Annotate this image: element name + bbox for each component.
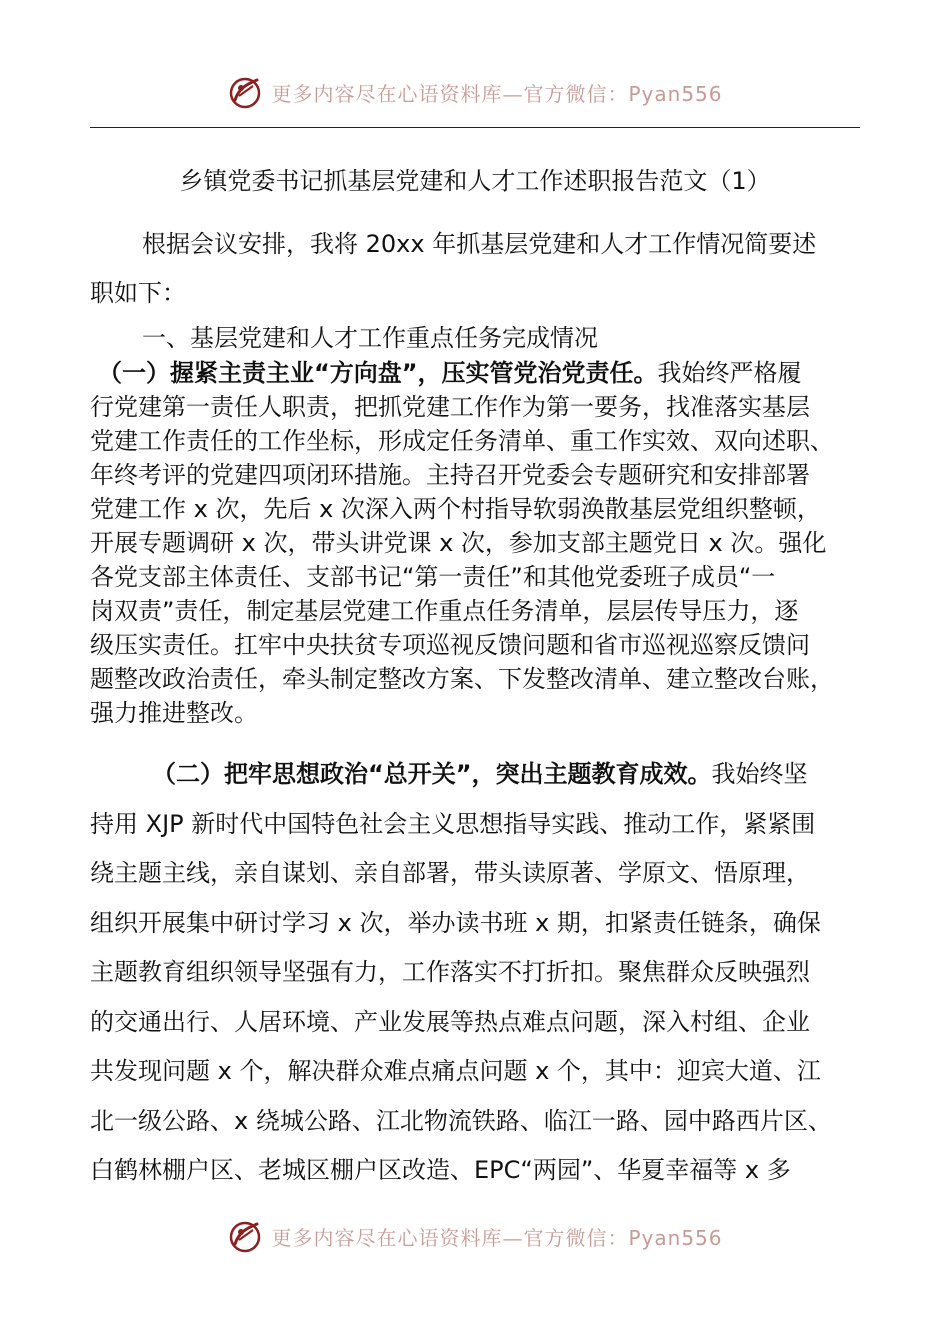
paragraph-1 [90, 356, 870, 730]
paragraph-2-lead [90, 750, 870, 800]
watermark-banner-bottom [0, 1216, 950, 1256]
paragraph-line: 北一级公路、x 绕城公路、江北物流铁路、临江一路、园中路西片区、 [90, 1106, 832, 1135]
paragraph-line: 题整改政治责任，牵头制定整改方案、下发整改清单、建立整改台账， [90, 665, 834, 693]
paragraph-1-bold-lead: （一）握紧主责主业“方向盘”，压实管党治党责任。 [98, 359, 658, 387]
intro-paragraph [90, 220, 860, 318]
paragraph-2 [90, 750, 870, 1196]
paragraph-line: 级压实责任。扛牢中央扶贫专项巡视反馈问题和省市巡视巡察反馈问 [90, 631, 810, 659]
paragraph-2-lead-rest: 我始终坚 [711, 760, 808, 788]
paragraph-line: 强力推进整改。 [90, 699, 258, 727]
paragraph-line: 共发现问题 x 个，解决群众难点痛点问题 x 个，其中：迎宾大道、江 [90, 1057, 821, 1085]
paragraph-line: 党建工作责任的工作坐标，形成定任务清单、重工作实效、双向述职、 [90, 427, 834, 455]
paragraph-line: 组织开展集中研讨学习 x 次，举办读书班 x 期，扣紧责任链条，确保 [90, 908, 821, 937]
paragraph-line: 持用 XJP 新时代中国特色社会主义思想指导实践、推动工作，紧紧围 [90, 809, 816, 838]
header-divider [90, 127, 860, 128]
intro-line-2: 职如下： [90, 279, 186, 307]
paragraph-line: 岗双责”责任，制定基层党建工作重点任务清单，层层传导压力，逐 [90, 597, 799, 625]
paragraph-line: 白鹤林棚户区、老城区棚户区改造、EPC“两园”、华夏幸福等 x 多 [90, 1156, 791, 1184]
paragraph-line: 开展专题调研 x 次，带头讲党课 x 次，参加支部主题党日 x 次。强化 [90, 529, 827, 557]
section-heading: 一、基层党建和人才工作重点任务完成情况 [142, 324, 598, 352]
document-title: 乡镇党委书记抓基层党建和人才工作述职报告范文（1） [179, 167, 771, 195]
paragraph-2-bold-lead: （二）把牢思想政治“总开关”，突出主题教育成效。 [152, 760, 712, 788]
paragraph-line: 年终考评的党建四项闭环措施。主持召开党委会专题研究和安排部署 [90, 461, 810, 489]
paragraph-line: 绕主题主线，亲自谋划、亲自部署，带头读原著、学原文、悟原理， [90, 859, 810, 887]
paragraph-line: 行党建第一责任人职责，把抓党建工作作为第一要务，找准落实基层 [90, 393, 810, 421]
brand-logo-icon [227, 74, 263, 110]
brand-logo-icon [227, 1218, 263, 1254]
paragraph-1-lead [90, 356, 870, 390]
paragraph-line: 的交通出行、人居环境、产业发展等热点难点问题，深入村组、企业 [90, 1007, 810, 1036]
paragraph-line: 党建工作 x 次，先后 x 次深入两个村指导软弱涣散基层党组织整顿， [90, 495, 821, 523]
watermark-text: 更多内容尽在心语资料库—官方微信：Pyan556 [271, 1225, 723, 1250]
watermark-banner-top [0, 72, 950, 112]
paragraph-line: 主题教育组织领导坚强有力，工作落实不打折扣。聚焦群众反映强烈 [90, 958, 810, 986]
paragraph-1-lead-rest: 我始终严格履 [657, 359, 802, 387]
paragraph-line: 各党支部主体责任、支部书记“第一责任”和其他党委班子成员“一 [90, 563, 776, 591]
intro-line-1: 根据会议安排，我将 20xx 年抓基层党建和人才工作情况简要述 [142, 230, 817, 258]
watermark-text: 更多内容尽在心语资料库—官方微信：Pyan556 [271, 81, 723, 106]
